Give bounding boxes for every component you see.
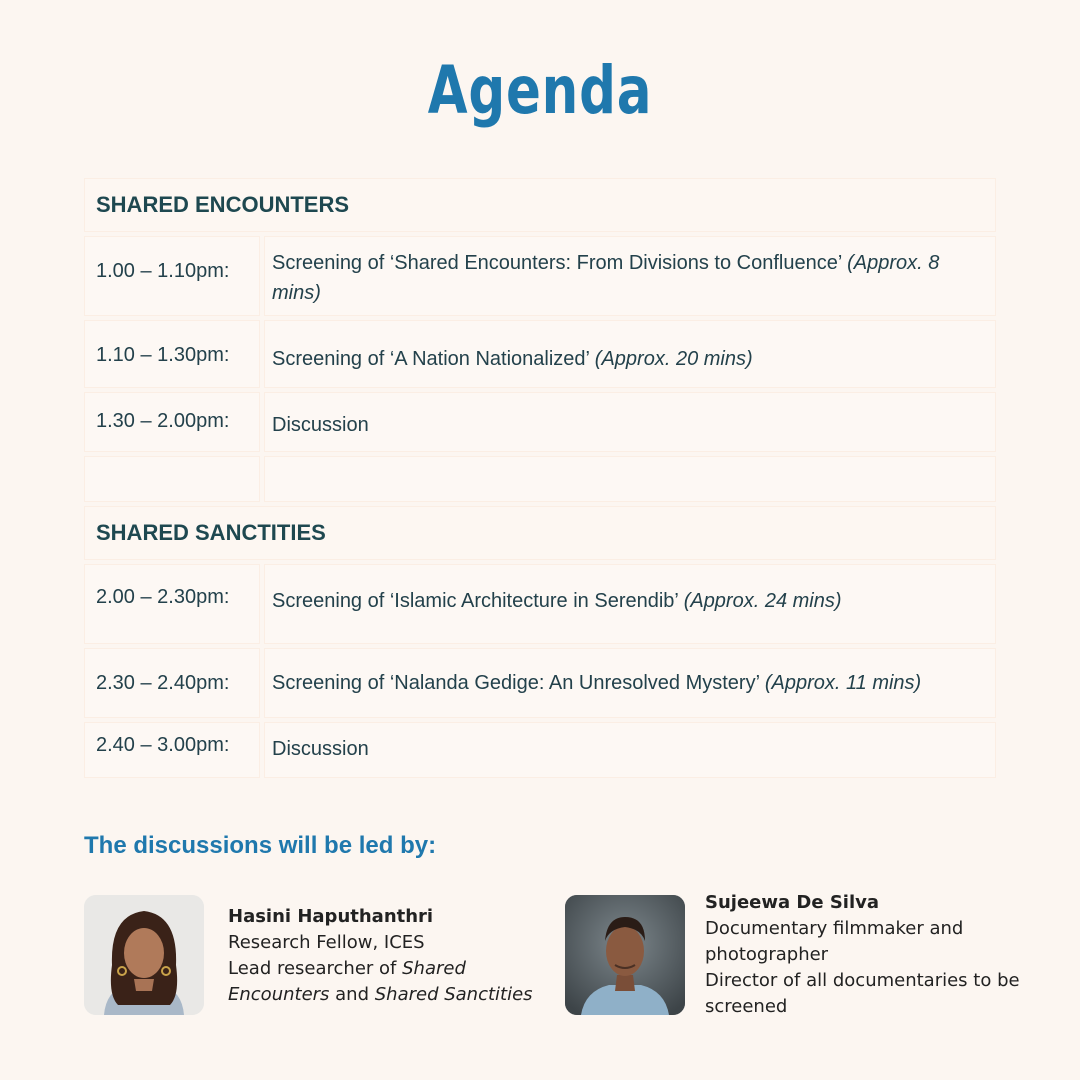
agenda-duration: (Approx. 11 mins)	[764, 672, 922, 694]
page-title: Agenda	[427, 52, 653, 129]
portrait-man-image	[565, 895, 685, 1015]
agenda-text: Screening of ‘Nalanda Gedige: An Unresolved Mystery’	[272, 672, 765, 694]
agenda-text: Screening of ‘Shared Encounters: From Divisions to Confluence’	[272, 252, 848, 274]
person-details	[228, 904, 533, 1008]
person-name: Hasini Haputhanthri	[228, 906, 434, 927]
person-role: Documentary filmmaker and	[705, 918, 964, 939]
person-description	[228, 956, 533, 982]
portrait-woman-image	[84, 895, 204, 1015]
agenda-duration: (Approx. 24 mins)	[683, 590, 842, 612]
person-description: Director of all documentaries to be	[705, 970, 1020, 991]
agenda-text: Screening of ‘A Nation Nationalized’	[272, 348, 595, 370]
person-description-text: and	[329, 984, 375, 1005]
agenda-description	[264, 392, 996, 452]
agenda-time: 1.30 – 2.00pm:	[84, 392, 260, 452]
empty-cell	[264, 456, 996, 502]
agenda-description	[264, 722, 996, 778]
agenda-time: 1.10 – 1.30pm:	[84, 320, 260, 388]
agenda-time: 1.00 – 1.10pm:	[84, 236, 260, 316]
agenda-text: Screening of ‘Islamic Architecture in Serendib’	[272, 590, 684, 612]
agenda-text: Discussion	[272, 738, 369, 760]
agenda-time: 2.30 – 2.40pm:	[84, 648, 260, 718]
person-details	[705, 890, 1020, 1020]
agenda-description	[264, 564, 996, 644]
project-title: Shared	[402, 958, 466, 979]
person-role: photographer	[705, 944, 829, 965]
project-title: Encounters	[228, 984, 330, 1005]
agenda-time: 2.40 – 3.00pm:	[84, 722, 260, 778]
person-description: screened	[705, 996, 788, 1017]
agenda-duration: (Approx. 20 mins)	[594, 348, 753, 370]
agenda-row	[84, 722, 996, 778]
agenda-time: 2.00 – 2.30pm:	[84, 564, 260, 644]
person-description	[228, 982, 533, 1008]
agenda-table	[84, 178, 996, 778]
section-heading: SHARED ENCOUNTERS	[84, 178, 996, 232]
agenda-row	[84, 648, 996, 718]
person-role: Research Fellow, ICES	[228, 932, 425, 953]
agenda-row	[84, 320, 996, 388]
agenda-row	[84, 392, 996, 452]
section-heading: SHARED SANCTITIES	[84, 506, 996, 560]
avatar	[84, 895, 204, 1015]
agenda-duration: (Approx. 8 mins)	[272, 252, 940, 304]
agenda-description	[264, 236, 996, 316]
agenda-description	[264, 320, 996, 388]
spacer-row	[84, 456, 996, 502]
avatar	[565, 895, 685, 1015]
agenda-description	[264, 648, 996, 718]
person-name: Sujeewa De Silva	[705, 892, 880, 913]
agenda-row	[84, 564, 996, 644]
agenda-text: Discussion	[272, 414, 369, 436]
empty-cell	[84, 456, 260, 502]
discussion-leads-heading: The discussions will be led by:	[84, 832, 437, 859]
agenda-row	[84, 236, 996, 316]
person-description-text: Lead researcher of	[228, 958, 403, 979]
project-title: Shared Sanctities	[374, 984, 533, 1005]
